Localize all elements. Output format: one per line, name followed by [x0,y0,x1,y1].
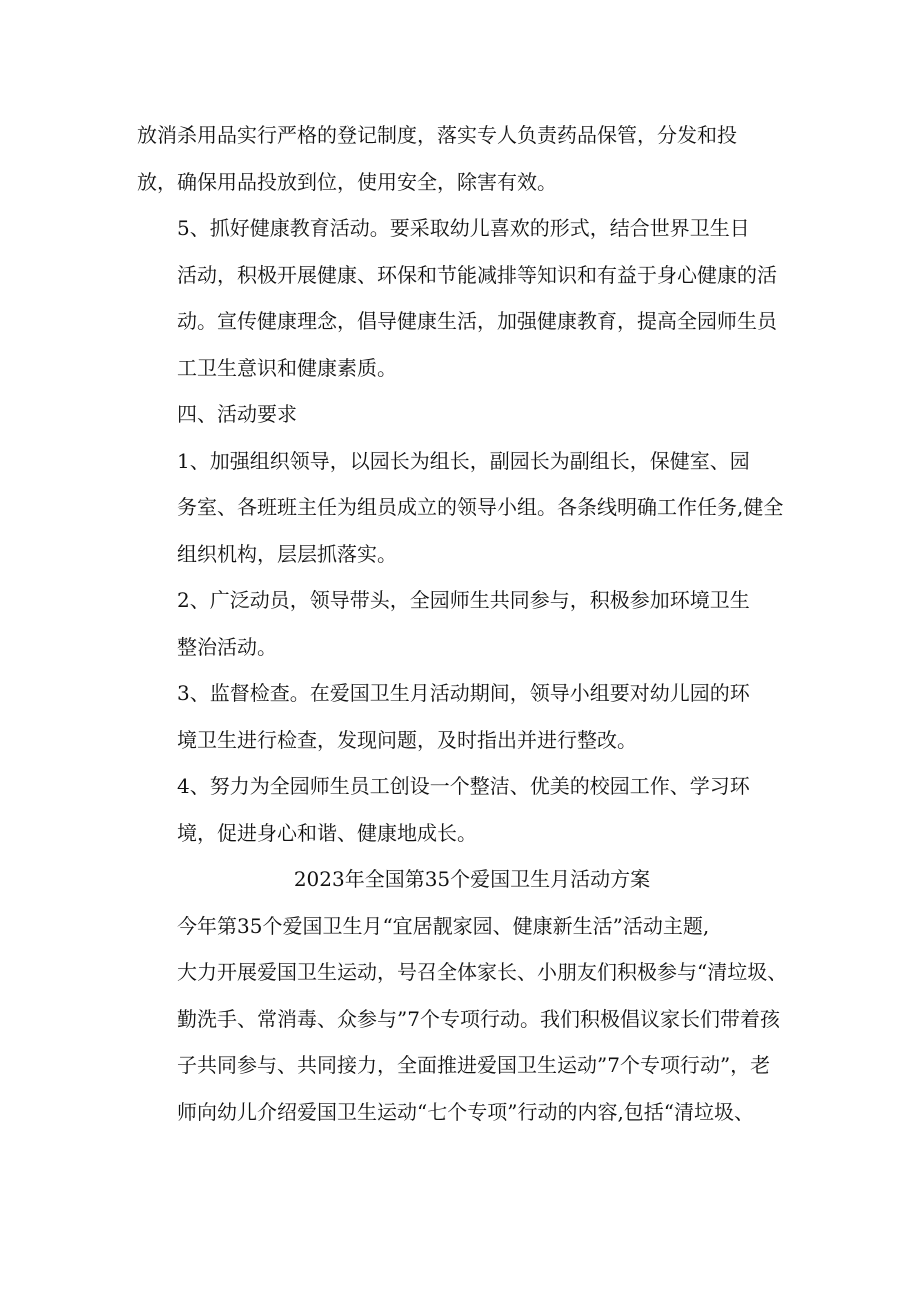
text-line: 组织机构，层层抓落实。 [177,541,397,566]
paragraph-health-education [137,205,807,391]
text-line: 师向幼儿介绍爱国卫生运动“七个专项”行动的内容,包括“清垃圾、 [177,1099,755,1124]
text-line: 境卫生进行检查，发现问题，及时指出并进行整改。 [177,727,637,752]
section-heading-activity-requirements [137,391,807,438]
text-line: 境，促进身心和谐、健康地成长。 [177,820,477,845]
document-body [137,112,807,1135]
paragraph-mobilization [137,577,807,670]
text-line: 务室、各班班主任为组员成立的领导小组。各条线明确工作任务,健全 [177,495,784,519]
text-line: 4、努力为全园师生员工创设一个整洁、优美的校园工作、学习环 [177,774,750,798]
text-line: 2、广泛动员，领导带头，全园师生共同参与，积极参加环境卫生 [177,588,750,612]
text-line: 活动，积极开展健康、环保和节能减排等知识和有益于身心健康的活 [177,262,777,287]
text-line: 放消杀用品实行严格的登记制度，落实专人负责药品保管，分发和投 [137,123,737,147]
text-line: 勤洗手、常消毒、众参与”7个专项行动。我们积极倡议家长们带着孩 [177,1006,780,1031]
paragraph-theme-intro [137,903,807,1136]
text-line: 3、监督检查。在爱国卫生月活动期间，领导小组要对幼儿园的环 [177,681,750,705]
text-line: 今年第35个爱国卫生月“宜居靓家园、健康新生活”活动主题, [177,913,710,938]
text-line: 整治活动。 [177,634,277,659]
paragraph-supervision [137,670,807,763]
text-line: 四、活动要求 [177,402,297,426]
text-line: 子共同参与、共同接力，全面推进爱国卫生运动”7个专项行动”，老 [177,1053,771,1077]
document-title [137,856,807,903]
text-line: 工卫生意识和健康素质。 [177,355,397,380]
text-line: 2023年全国第35个爱国卫生月活动方案 [293,867,651,891]
text-line: 放，确保用品投放到位，使用安全，除害有效。 [137,169,557,194]
paragraph-organization-leadership [137,438,807,578]
text-line: 大力开展爱国卫生运动，号召全体家长、小朋友们积极参与“清垃圾、 [177,960,788,984]
text-line: 5、抓好健康教育活动。要采取幼儿喜欢的形式，结合世界卫生日 [177,216,750,240]
paragraph-disinfection-registration [137,112,807,205]
paragraph-environment [137,763,807,856]
text-line: 动。宣传健康理念，倡导健康生活，加强健康教育，提高全园师生员 [177,309,777,333]
text-line: 1、加强组织领导，以园长为组长，副园长为副组长，保健室、园 [177,448,750,473]
